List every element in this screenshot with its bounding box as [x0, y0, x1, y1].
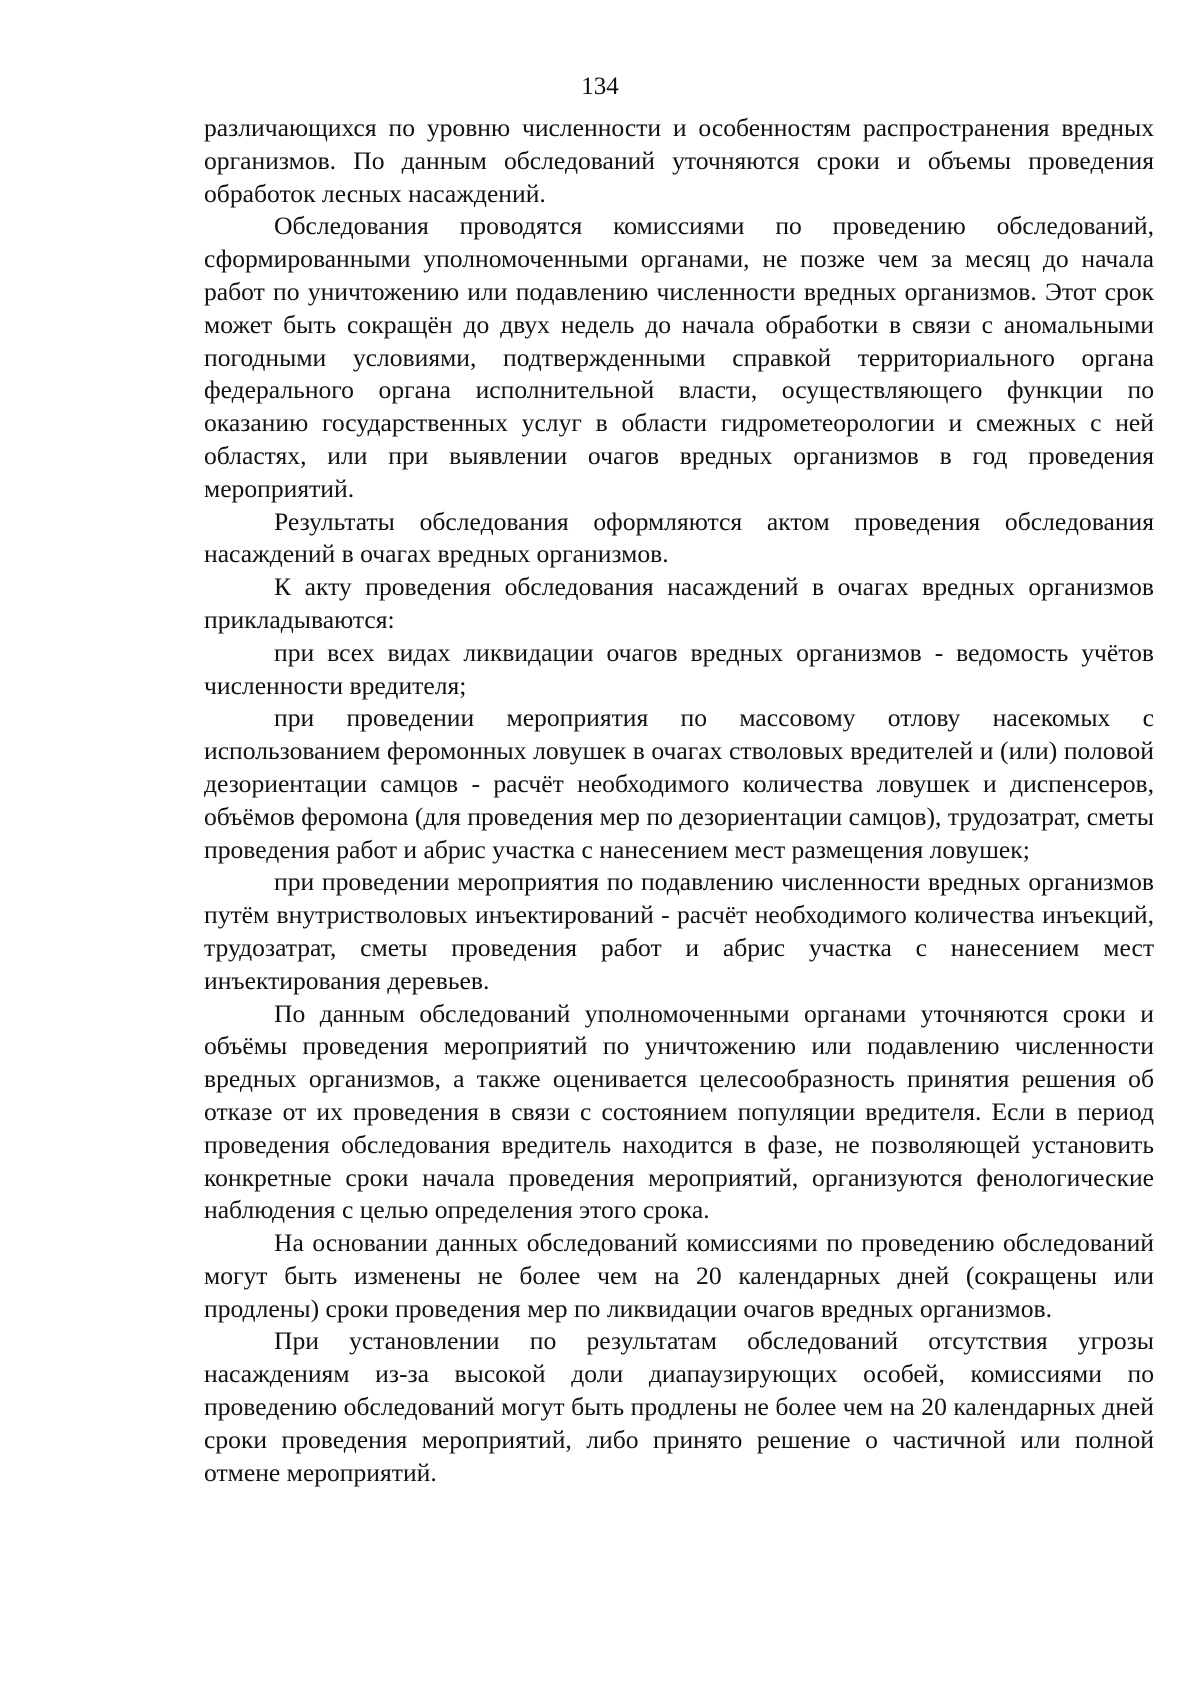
paragraph-no-threat: При установлении по результатам обследований отсутствия угрозы насаждениям из-за высокой доли диапаузирующих особей, комиссиями по проведению обследований могут быть продлены не более чем на 20 календарных дней сроки проведения мероприятий, либо принято решение о частичной или полной отмене мероприятий. [204, 1326, 1154, 1487]
document-body [204, 112, 1154, 1489]
paragraph-survey-data: По данным обследований уполномоченными органами уточняются сроки и объёмы проведения мероприятий по уничтожению или подавлению численности вредных организмов, а также оценивается целесообразность принятия решения об отказе от их проведения в связи с состоянием популяции вредителя. Если в период проведения обследования вредитель находится в фазе, не позволяющей установить конкретные сроки начала проведения мероприятий, организуются фенологические наблюдения с целью определения этого срока. [204, 998, 1154, 1225]
paragraph-survey-results: Результаты обследования оформляются актом проведения обследования насаждений в очагах вредных организмов. [204, 506, 1154, 569]
paragraph-continuation: различающихся по уровню численности и особенностям распространения вредных организмов. По данным обследований уточняются сроки и объемы проведения обработок лесных насаждений. [204, 113, 1154, 208]
paragraph-date-changes: На основании данных обследований комиссиями по проведению обследований могут быть изменены не более чем на 20 календарных дней (сокращены или продлены) сроки проведения мер по ликвидации очагов вредных организмов. [204, 1228, 1154, 1323]
page-number: 134 [581, 73, 619, 100]
paragraph-act-attachments: К акту проведения обследования насаждений в очагах вредных организмов прикладываются: [204, 572, 1154, 634]
list-item-injections: при проведении мероприятия по подавлению численности вредных организмов путём внутристволовых инъектирований - расчёт необходимого количества инъекций, трудозатрат, сметы проведения работ и абрис участка с нанесением мест инъектирования деревьев. [204, 867, 1154, 995]
paragraph-survey-commissions: Обследования проводятся комиссиями по проведению обследований, сформированными уполномоченными органами, не позже чем за месяц до начала работ по уничтожению или подавлению численности вредных организмов. Этот срок может быть сокращён до двух недель до начала обработки в связи с аномальными погодными условиями, подтвержденными справкой территориального органа федерального органа исполнительной власти, осуществляющего функции по оказанию государственных услуг в области гидрометеорологии и смежных с ней областях, или при выявлении очагов вредных организмов в год проведения мероприятий. [204, 211, 1154, 503]
list-item-all-types: при всех видах ликвидации очагов вредных организмов - ведомость учётов численности вредителя; [204, 637, 1154, 700]
list-item-pheromone-traps: при проведении мероприятия по массовому отлову насекомых с использованием феромонных ловушек в очагах стволовых вредителей и (или) половой дезориентации самцов - расчёт необходимого количества ловушек и диспенсеров, объёмов феромона (для проведения мер по дезориентации самцов), трудозатрат, сметы проведения работ и абрис участка с нанесением мест размещения ловушек; [204, 703, 1154, 864]
